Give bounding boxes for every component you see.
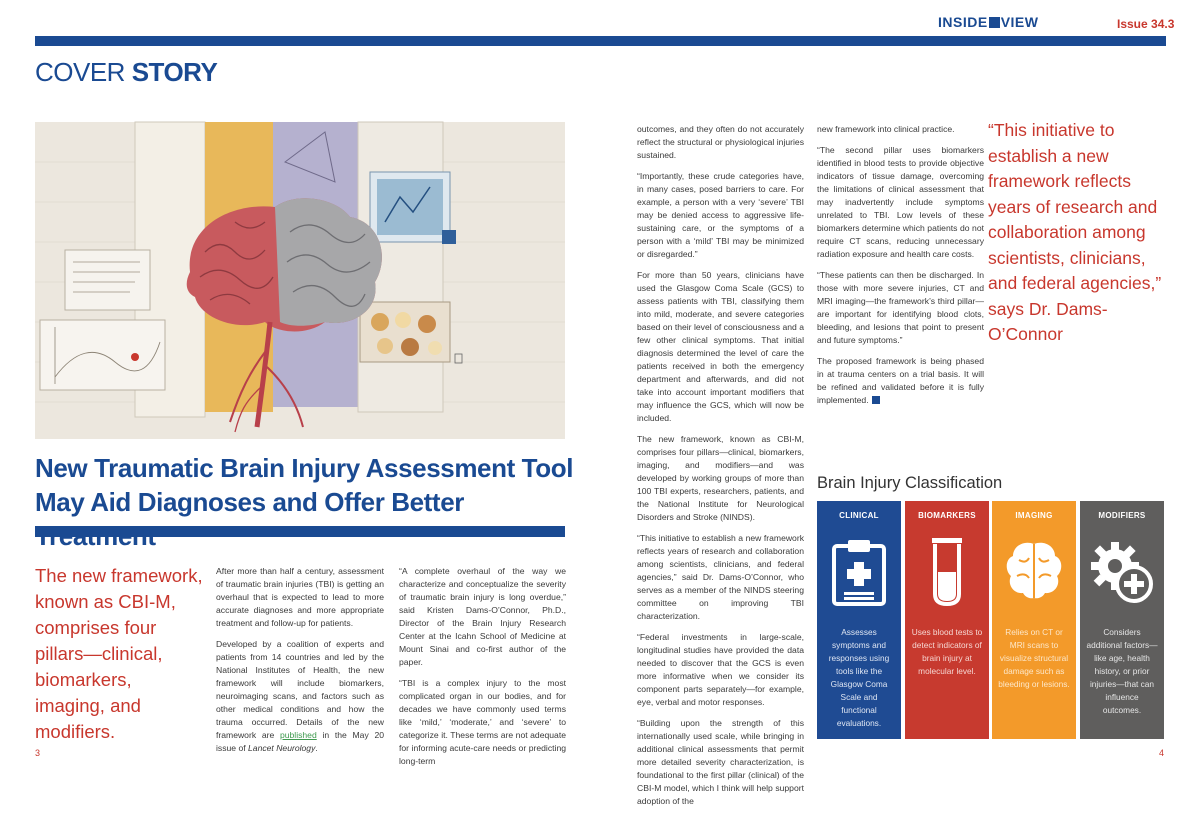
paragraph: After more than half a century, assessment of traumatic brain injuries (TBI) is getting an overhaul that is expected to lead to more accurate diagnoses and more appropriate treatment and follow-up for patients. — [216, 566, 384, 628]
body-column-3 — [637, 123, 804, 816]
article-headline — [35, 451, 575, 553]
brand-square-icon — [989, 17, 1000, 28]
brain-icon — [999, 536, 1069, 606]
paragraph: new framework into clinical practice. — [817, 124, 955, 134]
card-clinical — [817, 501, 901, 739]
card-title: IMAGING — [1015, 511, 1053, 520]
pull-quote-right: “This initiative to establish a new framework reflects years of research and collaboration among scientists, clinicians, and federal agencies,” says Dr. Dams-O’Connor — [988, 120, 1162, 344]
card-title: MODIFIERS — [1098, 511, 1146, 520]
published-link[interactable]: published — [279, 730, 317, 740]
paragraph: “A complete overhaul of the way we characterize and conceptualize the severity of traumatic brain injury is long overdue,” said Kristen Dams-O’Connor, Ph.D., Director of the Brain Injury Research Center at the Icahn School of Medicine at Mount Sinai and co-first author of the paper. — [399, 566, 566, 667]
paragraph: “TBI is a complex injury to the most complicated organ in our bodies, and for decades we have commonly used terms like ‘mild,’ ‘moderate,’ and ‘severe’ to categorize it. These terms are not adequate for informing acute-care needs or predicting long-term — [399, 678, 566, 766]
card-imaging — [992, 501, 1076, 739]
paragraph: The new framework, known as CBI-M, comprises four pillars—clinical, biomarkers, imaging, and modifiers—and was developed by working groups of more than 100 TBI experts, researchers, patients, and the National Institute for Neurological Disorders and Stroke (NINDS). — [637, 434, 804, 522]
section-title: COVER STORY — [35, 57, 218, 87]
paragraph: The proposed framework is being phased in at trauma centers on a trial basis. It will be refined and validated before it is fully implemented. — [817, 356, 984, 405]
body-column-2 — [399, 565, 566, 776]
card-title: CLINICAL — [839, 511, 879, 520]
issue-number: Issue 34.3 — [1117, 17, 1175, 31]
card-description: Considers additional factors—like age, health history, or prior injuries—that can influence outcomes. — [1086, 627, 1158, 715]
card-description: Relies on CT or MRI scans to visualize structural damage such as bleeding or lesions. — [998, 627, 1070, 689]
paragraph: “Federal investments in large-scale, longitudinal studies have provided the data needed to discover that the GCS is even more informative when we consider its component parts separately—for example, eye, verbal and motor responses. — [637, 632, 804, 707]
page-number-left: 3 — [35, 748, 41, 758]
card-biomarkers — [905, 501, 989, 739]
card-title: BIOMARKERS — [918, 511, 976, 520]
paragraph: “This initiative to establish a new framework reflects years of research and collaboration among scientists, clinicians, and federal agencies,” said Dr. Dams-O’Connor, who serves as a member of the NINDS steering committee on improving TBI characterization. — [637, 533, 804, 621]
page-number-right: 4 — [1159, 748, 1165, 758]
headline-line-1: New Traumatic Brain Injury Assessment Tool — [35, 453, 574, 483]
magazine-brand: INSIDE VIEW — [938, 14, 1039, 30]
journal-name: Lancet Neurology — [248, 743, 316, 753]
paragraph: For more than 50 years, clinicians have used the Glasgow Coma Scale (GCS) to assess patients with TBI, classifying them into mild, moderate, and severe categories based on their level of consciousness and a few other clinical symptoms. That initial diagnosis determined the level of care the patients received in both the emergency department and afterwards, and did not take into account important modifiers that may influence the GCS, which will now be included. — [637, 270, 804, 423]
brain-collage-illustration — [35, 122, 565, 439]
card-description: Uses blood tests to detect indicators of brain injury at molecular level. — [911, 627, 983, 676]
paragraph: “The second pillar uses biomarkers identified in blood tests to provide objective indicators of tissue damage, overcoming the limitations of clinical assessment that may inadvertently include symptoms unrelated to TBI. Low levels of these biomarkers determine which patients do not require CT scans, reducing unnecessary radiation exposure and health care costs. — [817, 145, 984, 259]
card-description: Assesses symptoms and responses using tools like the Glasgow Coma Scale and functional evaluations. — [828, 627, 890, 728]
body-column-4 — [817, 123, 984, 415]
test-tube-icon — [912, 536, 982, 606]
headline-line-2: May Aid Diagnoses and Offer Better — [35, 487, 464, 517]
paragraph: “Building upon the strength of this internationally used scale, while bringing in additional clinical assessments that permit more detailed severity characterization, is foundational to the first pillar (clinical) of the CBI-M model, which I think will help support adoption of the — [637, 718, 804, 806]
headline-rule — [35, 526, 565, 537]
top-rule — [35, 36, 1166, 46]
clipboard-icon — [824, 536, 894, 606]
paragraph: outcomes, and they often do not accurately reflect the structural or physiological injuries sustained. — [637, 124, 804, 160]
paragraph: “These patients can then be discharged. In those with more severe injuries, CT and MRI imaging—the framework’s third pillar—are important for identifying blood clots, bleeding, and lesions that point to present and future symptoms.” — [817, 270, 984, 345]
end-mark-icon — [872, 396, 880, 404]
card-modifiers — [1080, 501, 1164, 739]
classification-title: Brain Injury Classification — [817, 474, 1003, 492]
pull-quote-left: The new framework, known as CBI-M, comprises four pillars—clinical, biomarkers, imaging, and modifiers. — [35, 565, 203, 742]
body-column-1 — [216, 565, 384, 763]
paragraph: “Importantly, these crude categories have, in many cases, posed barriers to care. For example, a person with a very ‘severe’ TBI may be denied access to aggressive life-sustaining care, or the symptoms of a person with a ‘mild’ TBI may be minimized or disregarded.” — [637, 171, 804, 259]
gear-plus-icon — [1087, 536, 1157, 606]
hero-illustration — [35, 122, 565, 439]
paragraph: Developed by a coalition of experts and patients from 14 countries and led by the National Institutes of Health, the new framework will include biomarkers, neuroimaging scans, and factors such as other medical conditions and how the trauma occurred. Details of the new framework are published in the May 20 issue of Lancet Neurology. — [216, 639, 385, 753]
